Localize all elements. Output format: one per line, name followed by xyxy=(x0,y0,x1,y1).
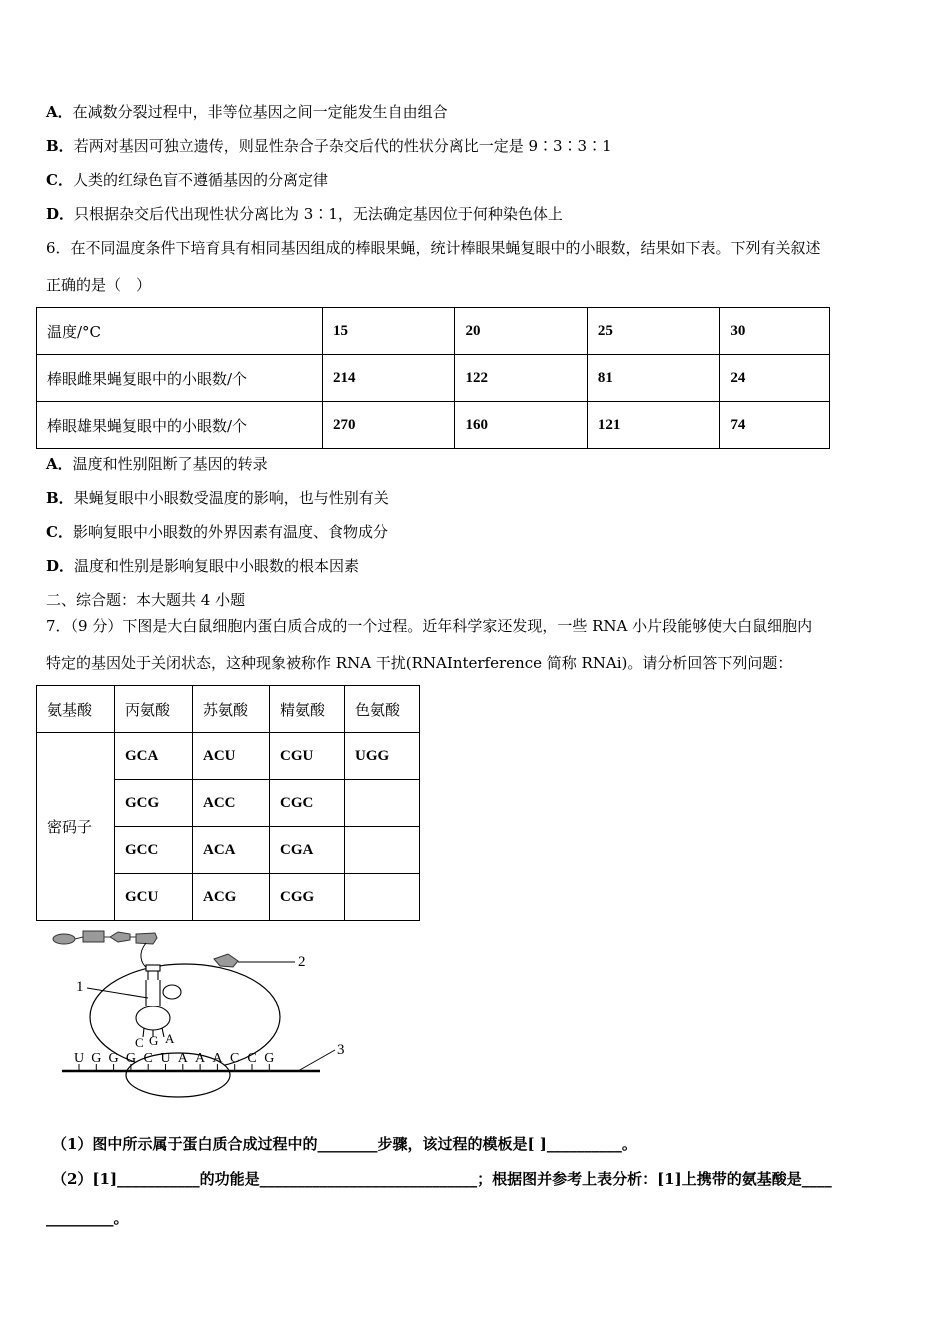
option-text: 温度和性别是影响复眼中小眼数的根本因素 xyxy=(74,557,360,575)
mrna-base: C xyxy=(247,1051,257,1066)
table-cell: 74 xyxy=(720,402,830,449)
q6-stem-line1: 6．在不同温度条件下培育具有相同基因组成的棒眼果蝇，统计棒眼果蝇复眼中的小眼数，结果如下表。下列有关叙述 xyxy=(46,239,821,257)
table-cell: ACA xyxy=(193,827,270,874)
table-cell: 24 xyxy=(720,355,830,402)
table-cell: 棒眼雌果蝇复眼中的小眼数/个 xyxy=(37,355,323,402)
table-cell: GCG xyxy=(115,780,193,827)
mrna-base: A xyxy=(195,1051,206,1066)
table-cell: 精氨酸 xyxy=(270,686,345,733)
mrna-base: A xyxy=(177,1051,188,1066)
q5-option-d xyxy=(46,203,563,225)
q6-option-c xyxy=(46,521,388,543)
table-cell: CGU xyxy=(270,733,345,780)
table-cell: 81 xyxy=(587,355,719,402)
label-1: 1 xyxy=(76,979,84,995)
option-label: B． xyxy=(46,489,74,507)
table-cell: 温度/°C xyxy=(37,308,323,355)
q6-option-d xyxy=(46,555,359,577)
table-row xyxy=(37,355,830,402)
anticodon-base: A xyxy=(165,1031,175,1046)
table-cell: ACC xyxy=(193,780,270,827)
mrna-base: U xyxy=(73,1051,85,1066)
table-cell: 色氨酸 xyxy=(345,686,420,733)
table-cell: 20 xyxy=(455,308,587,355)
table-cell: 121 xyxy=(587,402,719,449)
option-text: 在减数分裂过程中，非等位基因之间一定能发生自由组合 xyxy=(72,103,448,121)
mrna-base: A xyxy=(212,1051,223,1066)
table-cell: 122 xyxy=(455,355,587,402)
table-header-row xyxy=(37,308,830,355)
mrna-base: U xyxy=(160,1051,171,1066)
option-text: 人类的红绿色盲不遵循基因的分离定律 xyxy=(72,171,328,189)
table-cell xyxy=(345,827,420,874)
label-2: 2 xyxy=(298,954,306,970)
table-cell: UGG xyxy=(345,733,420,780)
q7-subquestion-2-continued: _________。 xyxy=(46,1209,129,1227)
mrna-base: G xyxy=(108,1051,119,1066)
option-text: 若两对基因可独立遗传，则显性杂合子杂交后代的性状分离比一定是 9∶3∶3∶1 xyxy=(73,137,612,155)
anticodon-base: C xyxy=(135,1035,144,1050)
table-cell: GCU xyxy=(115,874,193,921)
table-row xyxy=(37,733,420,780)
q7-subquestion-2: （2）[1]___________的功能是_____________________________；根据图并参考上表分析：[1]上携带的氨基酸是____ xyxy=(52,1170,832,1188)
q7-stem-line1: 7．（9 分）下图是大白鼠细胞内蛋白质合成的一个过程。近年科学家还发现，一些 RNA 小片段能够使大白鼠细胞内 xyxy=(46,617,813,635)
section-heading: 二、综合题：本大题共 4 小题 xyxy=(46,591,246,609)
translation-diagram xyxy=(40,925,360,1105)
table-cell: 丙氨酸 xyxy=(115,686,193,733)
option-label: C． xyxy=(46,171,73,189)
table-cell: CGC xyxy=(270,780,345,827)
mrna-base: G xyxy=(125,1051,136,1066)
q5-option-a xyxy=(46,101,448,123)
table-cell: 氨基酸 xyxy=(37,686,115,733)
mrna-base: C xyxy=(230,1051,240,1066)
mrna-base: C xyxy=(143,1051,153,1066)
label-3: 3 xyxy=(337,1042,345,1058)
option-label: A． xyxy=(46,103,73,121)
option-text: 温度和性别阻断了基因的转录 xyxy=(72,455,268,473)
q6-stem-line2: 正确的是（ ） xyxy=(46,276,152,294)
option-label: B． xyxy=(46,137,74,155)
q6-option-b xyxy=(46,487,389,509)
q7-stem-line2: 特定的基因处于关闭状态，这种现象被称作 RNA 干扰(RNAInterference 简称 RNAi)。请分析回答下列问题： xyxy=(46,654,793,672)
codon-table xyxy=(36,685,420,921)
table-cell: 270 xyxy=(323,402,455,449)
table-cell: 15 xyxy=(323,308,455,355)
table-cell: ACG xyxy=(193,874,270,921)
mrna-base: G xyxy=(264,1051,275,1066)
anticodon-base: G xyxy=(149,1033,159,1048)
option-label: D． xyxy=(46,205,75,223)
peptide-chain xyxy=(53,931,157,944)
table-row xyxy=(37,402,830,449)
table-cell: 密码子 xyxy=(37,733,115,921)
table-cell: CGG xyxy=(270,874,345,921)
trna xyxy=(136,965,181,1037)
table-cell: 棒眼雄果蝇复眼中的小眼数/个 xyxy=(37,402,323,449)
table-cell xyxy=(345,780,420,827)
leader-line-1 xyxy=(87,988,148,998)
table-cell: CGA xyxy=(270,827,345,874)
q6-option-a xyxy=(46,453,268,475)
free-amino-acid xyxy=(214,954,238,967)
q5-option-c xyxy=(46,169,328,191)
table-cell: 苏氨酸 xyxy=(193,686,270,733)
q5-option-b xyxy=(46,135,612,157)
table-cell: 30 xyxy=(720,308,830,355)
option-text: 果蝇复眼中小眼数受温度的影响，也与性别有关 xyxy=(73,489,389,507)
table-cell: 25 xyxy=(587,308,719,355)
mrna-base: G xyxy=(91,1051,102,1066)
option-label: C． xyxy=(46,523,73,541)
q7-subquestion-1: （1）图中所示属于蛋白质合成过程中的________步骤，该过程的模板是[ ]__________。 xyxy=(52,1135,637,1153)
table-cell: 160 xyxy=(455,402,587,449)
table-cell: 214 xyxy=(323,355,455,402)
table-cell: ACU xyxy=(193,733,270,780)
table-cell xyxy=(345,874,420,921)
option-label: D． xyxy=(46,557,75,575)
leader-line-3 xyxy=(298,1050,335,1071)
table-cell: GCC xyxy=(115,827,193,874)
table-cell: GCA xyxy=(115,733,193,780)
option-text: 影响复眼中小眼数的外界因素有温度、食物成分 xyxy=(72,523,388,541)
table-header-row xyxy=(37,686,420,733)
option-text: 只根据杂交后代出现性状分离比为 3∶1，无法确定基因位于何种染色体上 xyxy=(74,205,563,223)
option-label: A． xyxy=(46,455,73,473)
q6-temperature-table xyxy=(36,307,830,449)
